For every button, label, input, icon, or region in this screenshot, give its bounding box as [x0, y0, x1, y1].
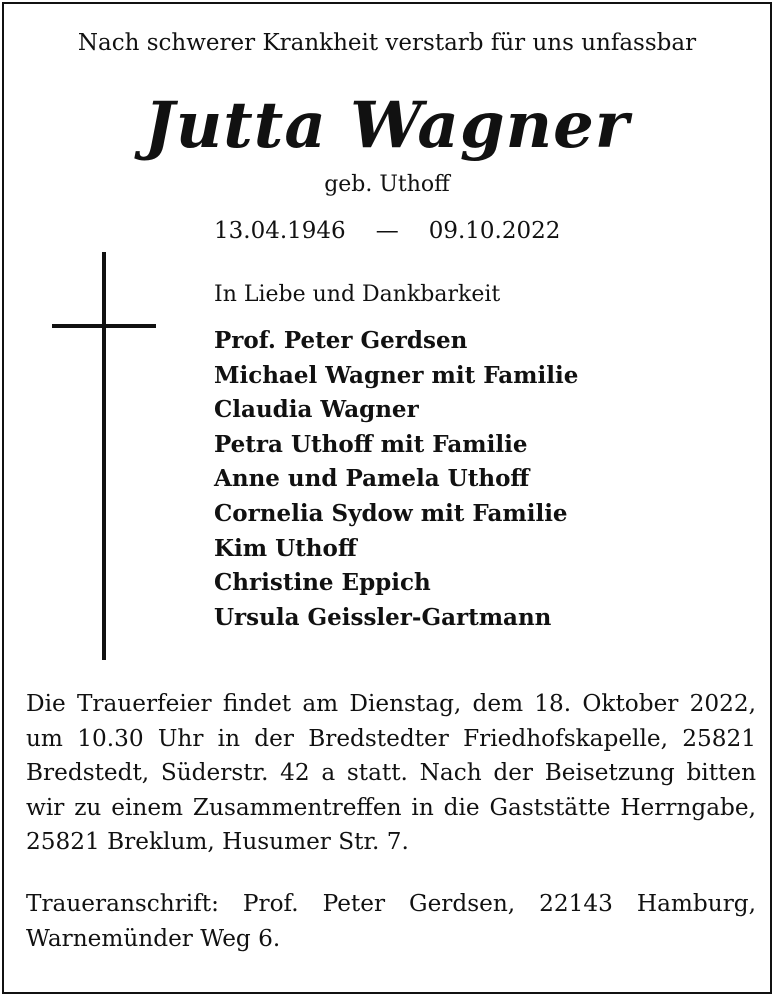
- obituary-frame: [2, 2, 772, 994]
- deceased-name: Jutta Wagner: [144, 88, 630, 163]
- cross-vertical-bar: [102, 252, 106, 660]
- birth-name: geb. Uthoff: [324, 172, 450, 197]
- mourner-name: Petra Uthoff mit Familie: [214, 430, 528, 458]
- cross-horizontal-bar: [52, 324, 156, 328]
- mourner-name: Cornelia Sydow mit Familie: [214, 499, 568, 527]
- mourner-name: Prof. Peter Gerdsen: [214, 327, 468, 354]
- thanks-line: In Liebe und Dankbarkeit: [214, 282, 501, 307]
- mourner-name: Claudia Wagner: [214, 396, 419, 424]
- intro-text: Nach schwerer Krankheit verstarb für uns unfassbar: [77, 30, 697, 56]
- address-paragraph: Traueranschrift: Prof. Peter Gerdsen, 22143 Hamburg, Warnemünder Weg 6.: [26, 890, 756, 952]
- mourners-list: [214, 324, 578, 635]
- life-dates: [214, 218, 560, 244]
- mourner-name: Christine Eppich: [214, 569, 431, 597]
- mourner-name: Kim Uthoff: [214, 534, 357, 562]
- death-date: 09.10.2022: [428, 218, 561, 244]
- birth-date: 13.04.1946: [214, 218, 346, 244]
- date-separator: —: [375, 218, 399, 244]
- mourner-name: Anne und Pamela Uthoff: [214, 465, 530, 493]
- ceremony-paragraph: Die Trauerfeier findet am Dienstag, dem 18. Oktober 2022, um 10.30 Uhr in der Bredstedter Friedhofskapelle, 25821 Bredstedt, Süderstr. 42 a statt. Nach der Beisetzung bitten wir zu einem Zusammentreffen in die Gaststätte Herrngabe, 25821 Breklum, Husumer Str. 7.: [26, 690, 756, 856]
- mourner-name: Michael Wagner mit Familie: [214, 361, 579, 389]
- mourner-name: Ursula Geissler-Gartmann: [214, 603, 552, 631]
